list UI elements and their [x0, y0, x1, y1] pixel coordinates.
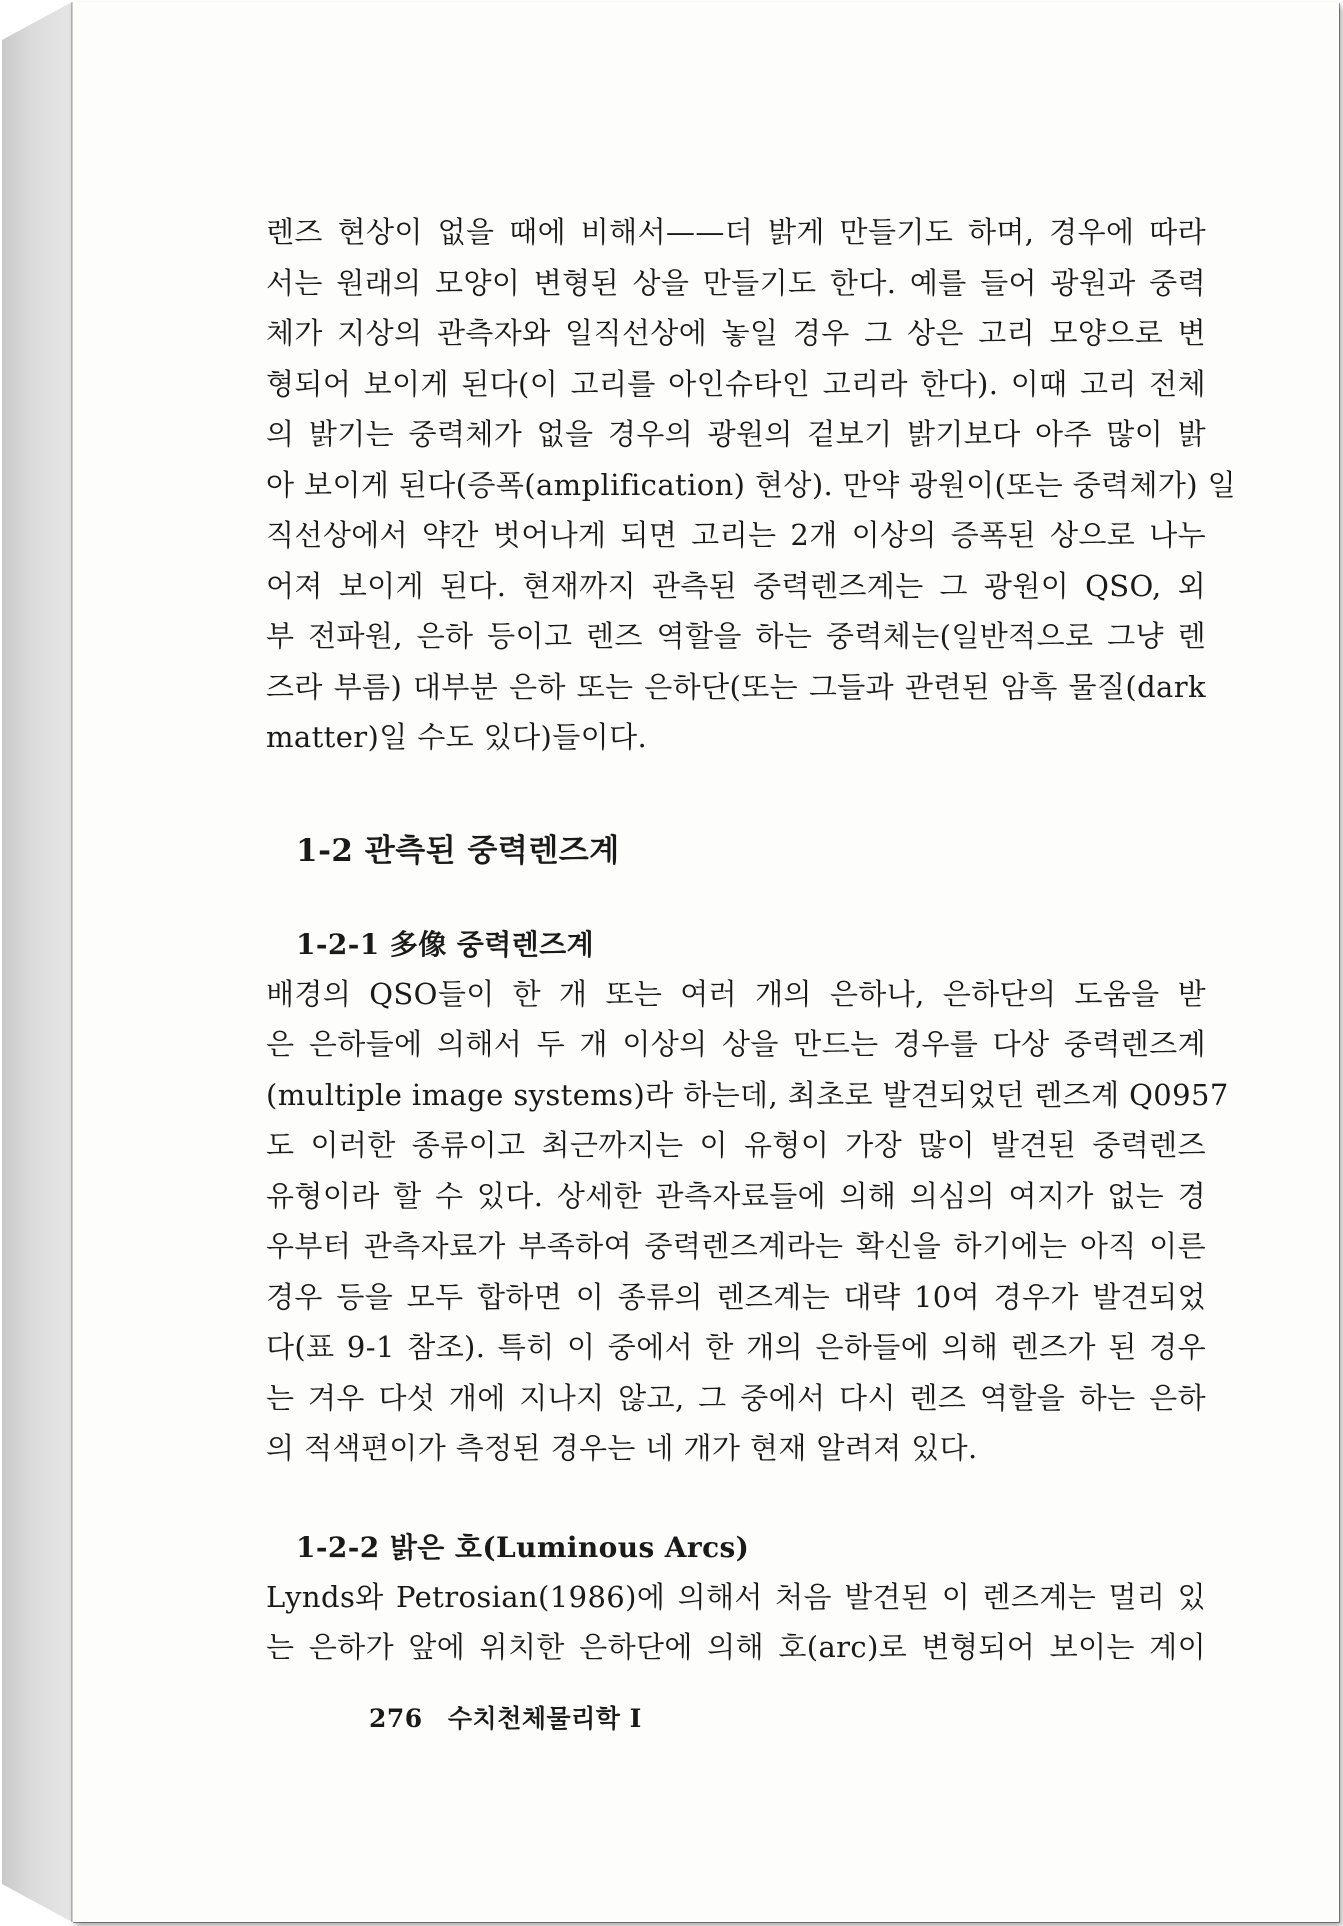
- text-line: (multiple image systems)라 하는데, 최초로 발견되었던 렌즈계 Q0957: [266, 1077, 1229, 1112]
- text-line: 의 적색편이가 측정된 경우는 네 개가 현재 알려져 있다.: [266, 1431, 978, 1465]
- text-line: 부 전파원, 은하 등이고 렌즈 역할을 하는 중력체는(일반적으로 그냥 렌: [266, 619, 1206, 653]
- text-line: Lynds와 Petrosian(1986)에 의해서 처음 발견된 이 렌즈계는 멀리 있: [266, 1579, 1206, 1614]
- text-line: 배경의 QSO들이 한 개 또는 여러 개의 은하나, 은하단의 도움을 받: [266, 976, 1206, 1011]
- text-line: 도 이러한 종류이고 최근까지는 이 유형이 가장 많이 발견된 중력렌즈: [266, 1128, 1206, 1162]
- page-content: [266, 207, 1237, 1673]
- intro-paragraph: [266, 207, 1237, 763]
- text-line: 어져 보이게 된다. 현재까지 관측된 중력렌즈계는 그 광원이 QSO, 외: [266, 568, 1206, 603]
- book-page: [72, 2, 1339, 1922]
- luminous-arcs-paragraph: [266, 1572, 1206, 1673]
- multiple-image-paragraph: [266, 969, 1229, 1474]
- text-line: 는 겨우 다섯 개에 지나지 않고, 그 중에서 다시 렌즈 역할을 하는 은하: [266, 1380, 1206, 1415]
- text-line: 은 은하들에 의해서 두 개 이상의 상을 만드는 경우를 다상 중력렌즈계: [266, 1027, 1206, 1061]
- text-line: 직선상에서 약간 벗어나게 되면 고리는 2개 이상의 증폭된 상으로 나누: [266, 518, 1206, 552]
- section-title: 1-2 관측된 중력렌즈계: [296, 832, 620, 869]
- subsection-title-multiple-image: 1-2-1 多像 중력렌즈계: [296, 927, 595, 961]
- text-line: 경우 등을 모두 합하면 이 종류의 렌즈계는 대략 10여 경우가 발견되었: [266, 1279, 1206, 1314]
- text-line: 렌즈 현상이 없을 때에 비해서——더 밝게 만들기도 하며, 경우에 따라: [266, 215, 1206, 249]
- text-line: 유형이라 할 수 있다. 상세한 관측자료들에 의해 의심의 여지가 없는 경: [266, 1178, 1206, 1213]
- book-title: 수치천체물리학 I: [447, 1704, 642, 1733]
- page-footer: [369, 1699, 642, 1735]
- text-line: 의 밝기는 중력체가 없을 경우의 광원의 겉보기 밝기보다 아주 많이 밝: [266, 417, 1206, 451]
- subsection-title-luminous-arcs: 1-2-2 밝은 호(Luminous Arcs): [296, 1530, 750, 1564]
- page-number: 276: [369, 1704, 423, 1733]
- text-line: 아 보이게 된다(증폭(amplification) 현상). 만약 광원이(또는 중력체가) 일: [266, 467, 1237, 502]
- book-spine: [2, 2, 72, 1922]
- text-line: matter)일 수도 있다)들이다.: [266, 720, 648, 754]
- text-line: 체가 지상의 관측자와 일직선상에 놓일 경우 그 상은 고리 모양으로 변: [266, 316, 1206, 350]
- text-line: 는 은하가 앞에 위치한 은하단에 의해 호(arc)로 변형되어 보이는 계이: [266, 1630, 1206, 1664]
- text-line: 다(표 9-1 참조). 특히 이 중에서 한 개의 은하들에 의해 렌즈가 된 경우: [266, 1330, 1206, 1364]
- text-line: 형되어 보이게 된다(이 고리를 아인슈타인 고리라 한다). 이때 고리 전체: [266, 366, 1206, 401]
- text-line: 서는 원래의 모양이 변형된 상을 만들기도 한다. 예를 들어 광원과 중력: [266, 265, 1206, 300]
- text-line: 우부터 관측자료가 부족하여 중력렌즈계라는 확신을 하기에는 아직 이른: [266, 1229, 1206, 1263]
- text-line: 즈라 부름) 대부분 은하 또는 은하단(또는 그들과 관련된 암흑 물질(dark: [266, 669, 1206, 704]
